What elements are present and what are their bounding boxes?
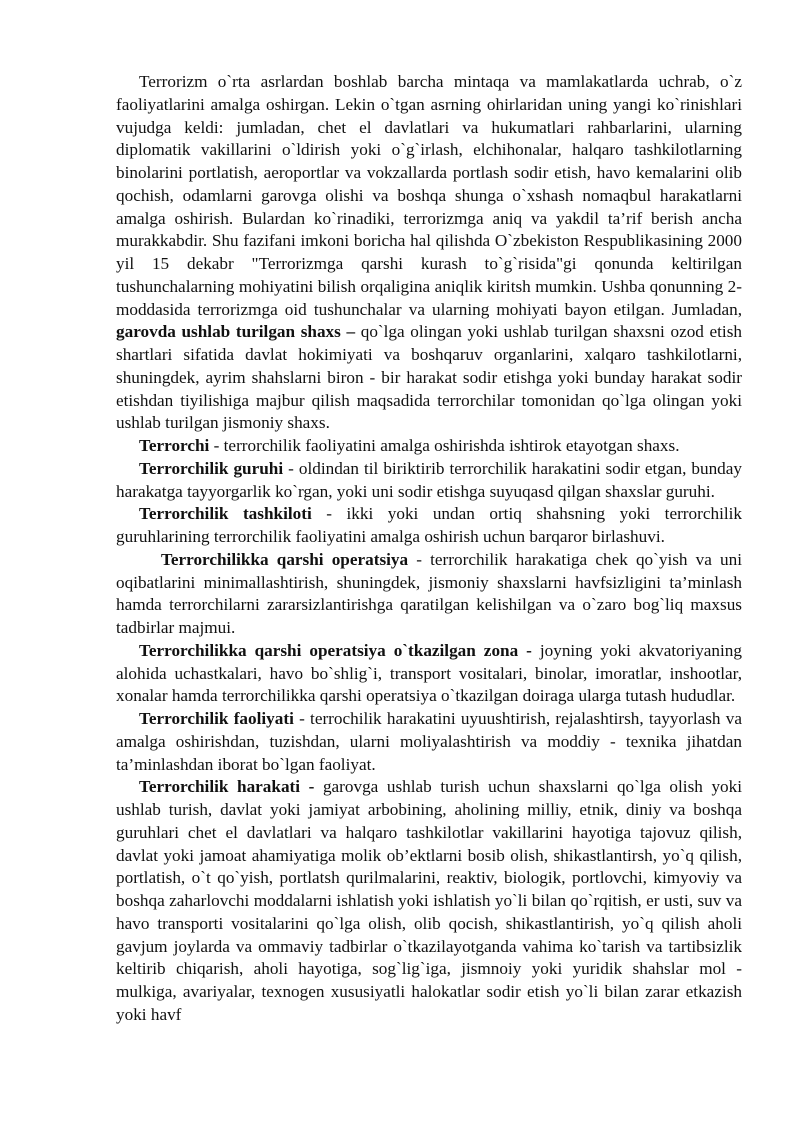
intro-tail: qo`lga olingan yoki ushlab turilgan shaxsni ozod etish shartlari sifatida davlat hokimiyati va boshqaruv organlarini, xalqaro tashkilotlarni, shuningdek, ayrim shahslarni biron - bir harakat sodir etishga yoki bunday harakat sodir etishdan tiyilishiga majbur qilish maqsadida terrorchilar tomonidan qo`lga olingan yoki ushlab turilgan jismoniy shaxs. xyxy=(116,322,742,433)
definition-terrorchilik-tashkiloti xyxy=(116,503,742,549)
definition-text: garovga ushlab turish uchun shaxslarni qo`lga olish yoki ushlab turish, davlat yoki jamiyat arbobining, aholining milliy, etnik, diniy va boshqa guruhlari chet el davlatlari va halqaro tashkilotlar vakillarini hayotiga tajovuz qilish, davlat yoki jamoat ahamiyatiga molik ob’ektlarni bosib olish, shikastlantirsh, yo`q qilish, portlatish, o`t qo`yish, portlatsh qurilmalarini, reaktiv, biologik, portlovchi, kimyoviy va boshqa zaharlovchi moddalarni ishlatish yoki ishlatish yo`li bilan qo`rqitish, er usti, suv va havo transporti vositalarini qo`lga olish, olib qocish, shikastlantirish, yo`q qilish aholi gavjum joylarda va ommaviy tadbirlar o`tkazilayotganda vahima ko`tarish va tartibsizlik keltirib chiqarish, aholi hayotiga, sog`lig`iga, jismnoiy yoki yuridik shahslar mol - mulkiga, avariyalar, texnogen xususiyatli halokatlar sodir etish yo`li bilan zarar etkazish yoki havf xyxy=(116,777,743,1024)
definition-terrorchi xyxy=(116,435,742,458)
document-page xyxy=(116,71,742,1027)
term-terrorchilik-faoliyati: Terrorchilik faoliyati xyxy=(139,709,294,728)
definition-text: - terrorchilik faoliyatini amalga oshirishda ishtirok etayotgan shaxs. xyxy=(209,436,680,455)
intro-text: Terrorizm o`rta asrlardan boshlab barcha mintaqa va mamlakatlarda uchrab, o`z faoliyatlarini amalga oshirgan. Lekin o`tgan asrning ohirlaridan uning yangi ko`rinishlari vujudga keldi: jumladan, chet el davlatlari va hukumatlari rahbarlarini, ularning diplomatik vakillarini o`ldirish yoki o`g`irlash, elchihonalar, halqaro tashkilotlarning binolarini portlatish, aeroportlar va vokzallarda portlash sodir etish, havo kemalarini olib qochish, odamlarni garovga olishi va boshqa shunga o`xshash nomaqbul harakatlarni amalga oshirish. Bulardan ko`rinadiki, terrorizmga aniq va yakdil ta’rif berish ancha murakkabdir. Shu fazifani imkoni boricha hal qilishda O`zbekiston Respublikasining 2000 yil 15 dekabr "Terrorizmga qarshi kurash to`g`risida"gi qonunda keltirilgan tushunchalarning mohiyatini bilish orqaligina aniqlik kiritsh mumkin. Ushba qonunning 2-moddasida terrorizmga oid tushunchalar va ularning mohiyati bayon etilgan. Jumladan, xyxy=(116,72,742,319)
definition-qarshi-operatsiya xyxy=(116,549,742,640)
definition-text: - ikki yoki undan ortiq shahsning yoki terrorchilik guruhlarining terrorchilik faoliyatini amalga oshirish uchun barqaror birlashuvi. xyxy=(116,504,742,546)
term-terrorchilik-harakati: Terrorchilik harakati - xyxy=(139,777,315,797)
definition-text: - terrochilik harakatini uyuushtirish, rejalashtirsh, tayyorlash va amalga oshirishdan, tuzishdan, ularni moliyalashtirish va moddiy - texnika jihatdan ta’minlashdan iborat bo`lgan faoliyat. xyxy=(116,709,742,774)
term-operatsiya-zona: Terrorchilikka qarshi operatsiya o`tkazilgan zona - xyxy=(139,640,532,660)
definition-operatsiya-zona xyxy=(116,640,742,708)
definition-terrorchilik-faoliyati xyxy=(116,708,742,776)
intro-paragraph xyxy=(116,71,742,435)
term-hostage: garovda ushlab turilgan shaxs – xyxy=(116,322,356,342)
definition-terrorchilik-guruhi xyxy=(116,458,742,504)
definition-text: - terrorchilik harakatiga chek qo`yish va uni oqibatlarini minimallashtirish, shuningdek, jismoniy shaxslarni havfsizligini ta’minlash hamda terrorchilarni zararsizlantirishga qaratilgan kelishilgan va o`zaro bog`liq maxsus tadbirlar majmui. xyxy=(116,549,743,637)
definition-text: joyning yoki akvatoriyaning alohida uchastkalari, havo bo`shlig`i, transport vositalari, binolar, imoratlar, inshootlar, xonalar hamda terrorchilikka qarshi operatsiya o`tkazilgan doiraga ularga tutash hududlar. xyxy=(116,640,742,706)
term-terrorchilik-tashkiloti: Terrorchilik tashkiloti xyxy=(139,504,312,524)
definition-terrorchilik-harakati xyxy=(116,776,742,1026)
term-qarshi-operatsiya: Terrorchilikka qarshi operatsiya xyxy=(161,549,409,569)
term-terrorchi: Terrorchi xyxy=(139,436,210,455)
definition-text: - oldindan til biriktirib terrorchilik harakatini sodir etgan, bunday harakatga tayyorgarlik ko`rgan, yoki uni sodir etishga suyuqasd qilgan shaxslar guruhi. xyxy=(116,458,742,501)
term-terrorchilik-guruhi: Terrorchilik guruhi xyxy=(139,458,284,478)
